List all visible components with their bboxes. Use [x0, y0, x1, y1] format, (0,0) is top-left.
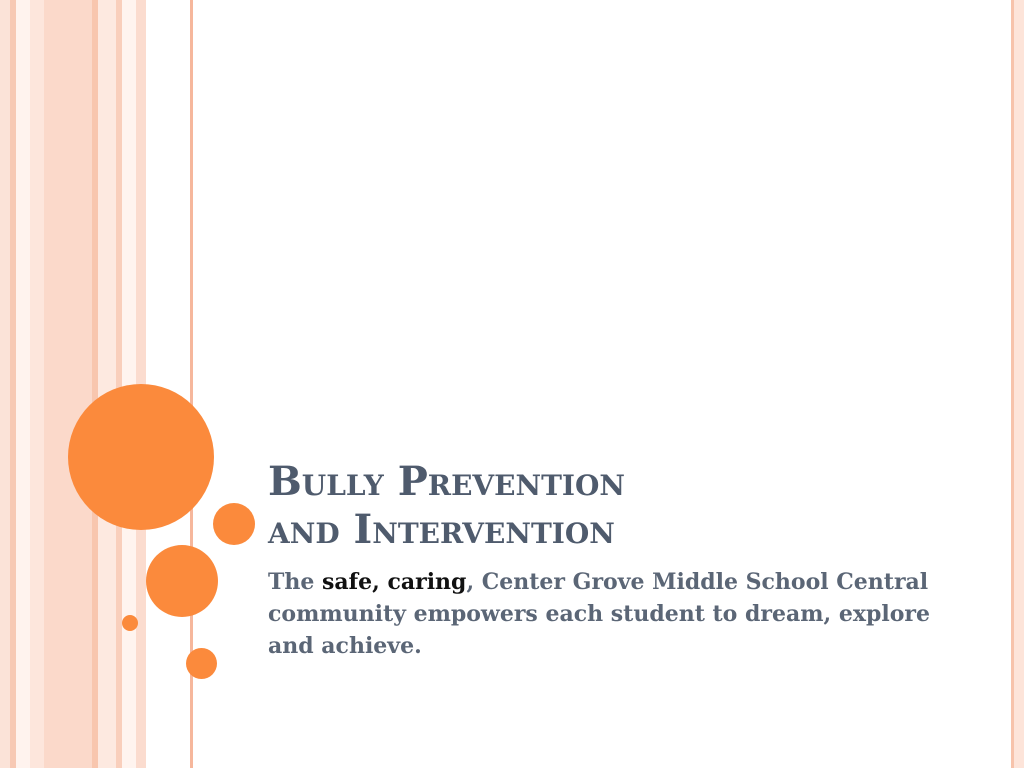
slide-title	[268, 458, 968, 554]
title-line-2: and Intervention	[268, 506, 615, 553]
subtitle-emphasis: safe, caring	[322, 569, 467, 595]
decorative-stripe	[30, 0, 44, 768]
decorative-circle	[122, 615, 138, 631]
decorative-stripe	[0, 0, 10, 768]
subtitle-prefix: The	[268, 569, 323, 595]
decorative-circle	[146, 545, 218, 617]
decorative-edge-stripe	[1014, 0, 1024, 768]
decorative-stripe	[98, 0, 116, 768]
decorative-circle	[186, 648, 217, 679]
decorative-circle	[213, 503, 255, 545]
decorative-stripe	[16, 0, 30, 768]
decorative-stripe	[44, 0, 92, 768]
decorative-circle	[68, 384, 214, 530]
slide-subtitle	[268, 566, 948, 662]
title-line-1: Bully Prevention	[268, 458, 625, 505]
subtitle-rest: , Center Grove Middle School Central community empowers each student to dream, explore and achieve.	[268, 569, 930, 659]
